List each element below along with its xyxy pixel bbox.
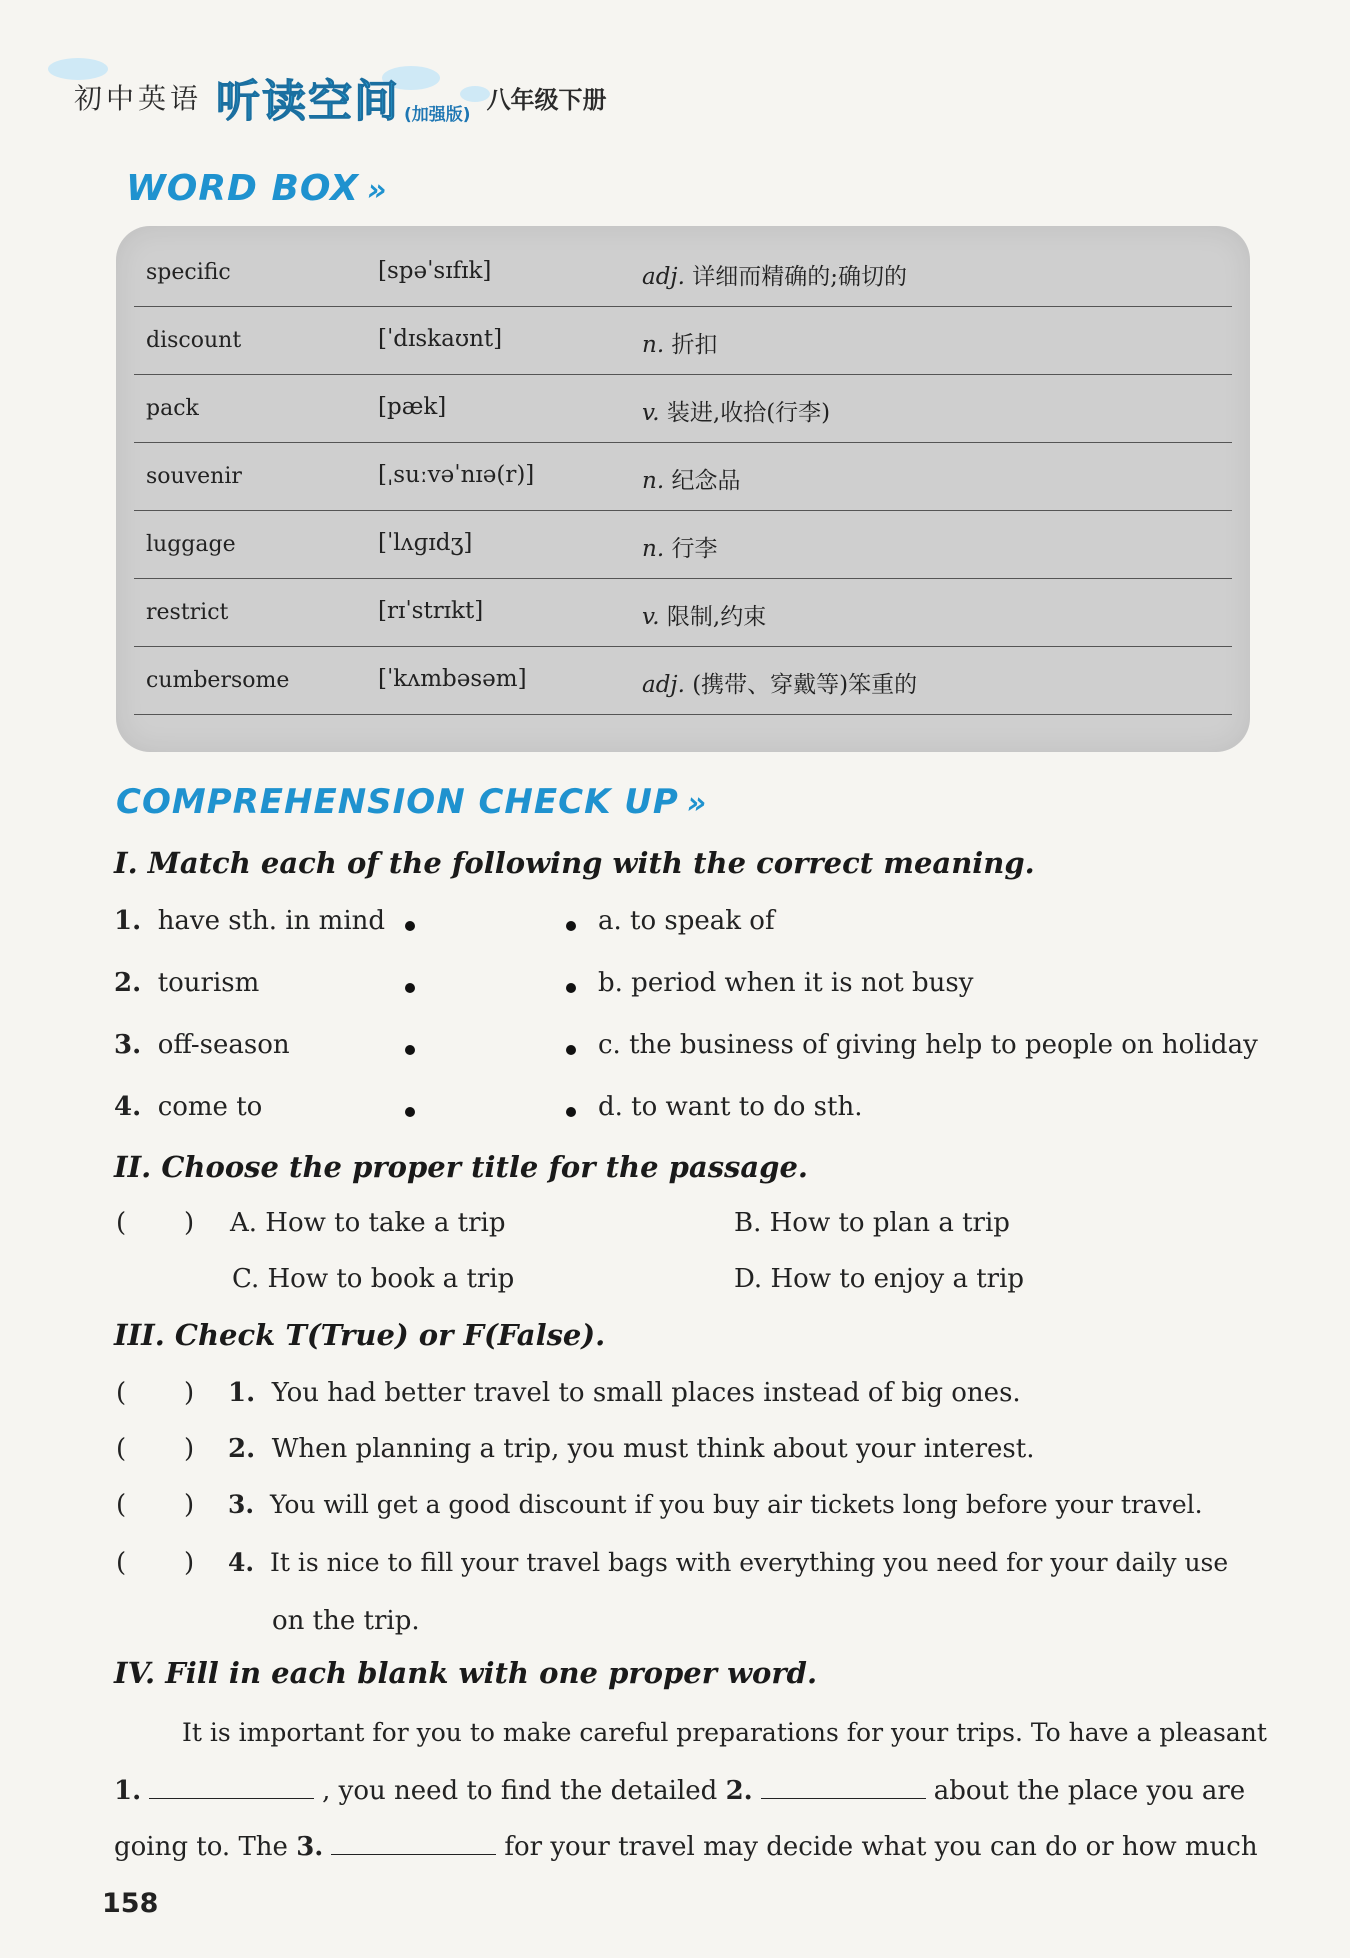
blank-number: 2. [725,1776,753,1806]
word-box-heading [126,168,387,209]
meaning: (携带、穿戴等)笨重的 [692,672,918,698]
vocab-phonetic: [ˈlʌɡɪdʒ] [378,530,473,556]
vocab-definition [642,666,917,699]
vocab-word: restrict [146,600,229,625]
table-row [134,510,1232,579]
vocab-phonetic: [rɪˈstrɪkt] [378,598,484,624]
title-option: A. How to take a trip [230,1208,506,1238]
item-number: 2. [114,968,142,998]
title-option: C. How to book a trip [232,1264,515,1294]
passage-text: about the place you are [933,1776,1246,1806]
word-box-title: WORD BOX [126,168,359,209]
title-option: D. How to enjoy a trip [734,1264,1025,1294]
answer-parenthesis[interactable]: ( ) [116,1378,195,1408]
item-number: 2. [228,1434,256,1464]
brand-logo-text: 听读空间 [216,76,401,127]
vocab-word: specific [146,260,231,285]
match-dot-right[interactable] [566,983,576,993]
part-of-speech: v. [642,400,660,426]
answer-parenthesis[interactable]: ( ) [116,1490,195,1520]
answer-parenthesis[interactable]: ( ) [116,1434,195,1464]
item-text: You had better travel to small places instead of big ones. [271,1378,1021,1408]
part-of-speech: adj. [642,672,685,698]
tf-statement [228,1548,1228,1577]
item-number: 4. [228,1548,255,1577]
blank-number: 1. [114,1776,142,1806]
header-grade: 八年级下册 [486,85,607,114]
table-row [134,238,1232,307]
page-header [74,62,607,132]
blank-field[interactable] [761,1774,926,1799]
vocab-phonetic: [ˈkʌmbəsəm] [378,666,527,692]
answer-parenthesis[interactable]: ( ) [116,1548,195,1578]
blank-number: 3. [296,1832,324,1862]
vocab-word: pack [146,396,199,421]
title-option: B. How to plan a trip [734,1208,1010,1238]
vocab-definition [642,598,766,631]
item-number: 3. [114,1030,142,1060]
match-dot-right[interactable] [566,1107,576,1117]
match-left-item [114,1030,290,1060]
match-dot-left[interactable] [405,1045,415,1055]
item-text: come to [157,1092,263,1122]
vocab-phonetic: [ˌsuːvəˈnɪə(r)] [378,462,535,488]
item-text: have sth. in mind [157,906,386,936]
part3-heading: III. Check T(True) or F(False). [114,1318,606,1352]
passage-text: for your travel may decide what you can do or how much [504,1832,1258,1862]
part4-heading: IV. Fill in each blank with one proper word. [114,1656,818,1690]
match-left-item [114,906,385,936]
part-of-speech: n. [642,468,665,494]
match-right-item: c. the business of giving help to people on holiday [598,1030,1258,1060]
vocab-phonetic: [ˈdɪskaʊnt] [378,326,503,352]
tf-statement [228,1378,1021,1408]
item-number: 4. [114,1092,142,1122]
header-brand [216,65,471,129]
double-chevron-icon: » [686,786,708,821]
match-dot-right[interactable] [566,1045,576,1055]
table-row [134,442,1232,511]
match-dot-left[interactable] [405,983,415,993]
table-row [134,374,1232,443]
passage-line: It is important for you to make careful preparations for your trips. To have a pleasant [182,1718,1267,1747]
vocab-definition [642,394,830,427]
item-number: 1. [228,1378,256,1408]
meaning: 折扣 [671,332,718,358]
vocab-word: cumbersome [146,668,290,693]
brand-edition: (加强版) [404,105,471,125]
part-of-speech: n. [642,536,665,562]
vocab-definition [642,258,907,291]
item-text: When planning a trip, you must think about your interest. [271,1434,1035,1464]
item-text: You will get a good discount if you buy air tickets long before your travel. [270,1490,1203,1519]
answer-parenthesis[interactable]: ( ) [116,1208,195,1238]
part-of-speech: n. [642,332,665,358]
vocab-word: discount [146,328,242,353]
match-left-item [114,1092,262,1122]
match-dot-left[interactable] [405,921,415,931]
match-dot-right[interactable] [566,921,576,931]
item-number: 1. [114,906,142,936]
vocab-word: luggage [146,532,236,557]
item-text: It is nice to fill your travel bags with everything you need for your daily use [270,1548,1229,1577]
double-chevron-icon: » [366,173,388,208]
word-box-table [116,226,1250,752]
tf-statement [228,1434,1035,1464]
blank-field[interactable] [331,1830,496,1855]
part2-heading: II. Choose the proper title for the passage. [114,1150,809,1184]
passage-text: , you need to find the detailed [322,1776,718,1806]
item-text: tourism [157,968,260,998]
tf-statement-continued: on the trip. [272,1606,420,1636]
table-row [134,306,1232,375]
vocab-definition [642,326,717,359]
page-number: 158 [102,1888,159,1919]
header-subject: 初中英语 [74,82,203,115]
table-row [134,646,1232,715]
meaning: 纪念品 [671,468,741,494]
part1-heading: I. Match each of the following with the correct meaning. [114,846,1035,880]
comprehension-heading [116,782,707,822]
match-left-item [114,968,259,998]
vocab-definition [642,462,740,495]
passage-line [114,1774,1245,1806]
meaning: 行李 [671,536,718,562]
match-right-item: a. to speak of [598,906,775,936]
passage-line [114,1830,1258,1862]
match-dot-left[interactable] [405,1107,415,1117]
meaning: 限制,约束 [666,604,767,630]
blank-field[interactable] [149,1774,314,1799]
vocab-phonetic: [pæk] [378,394,447,420]
vocab-phonetic: [spəˈsɪfɪk] [378,258,492,284]
match-right-item: d. to want to do sth. [598,1092,863,1122]
item-text: off-season [157,1030,290,1060]
meaning: 详细而精确的;确切的 [692,264,907,290]
table-row [134,578,1232,647]
item-number: 3. [228,1490,255,1519]
comprehension-title: COMPREHENSION CHECK UP [116,782,679,822]
passage-text: going to. The [114,1832,288,1862]
vocab-word: souvenir [146,464,242,489]
part-of-speech: v. [642,604,660,630]
match-right-item: b. period when it is not busy [598,968,974,998]
meaning: 装进,收拾(行李) [666,400,831,426]
vocab-definition [642,530,717,563]
tf-statement [228,1490,1203,1519]
part-of-speech: adj. [642,264,685,290]
